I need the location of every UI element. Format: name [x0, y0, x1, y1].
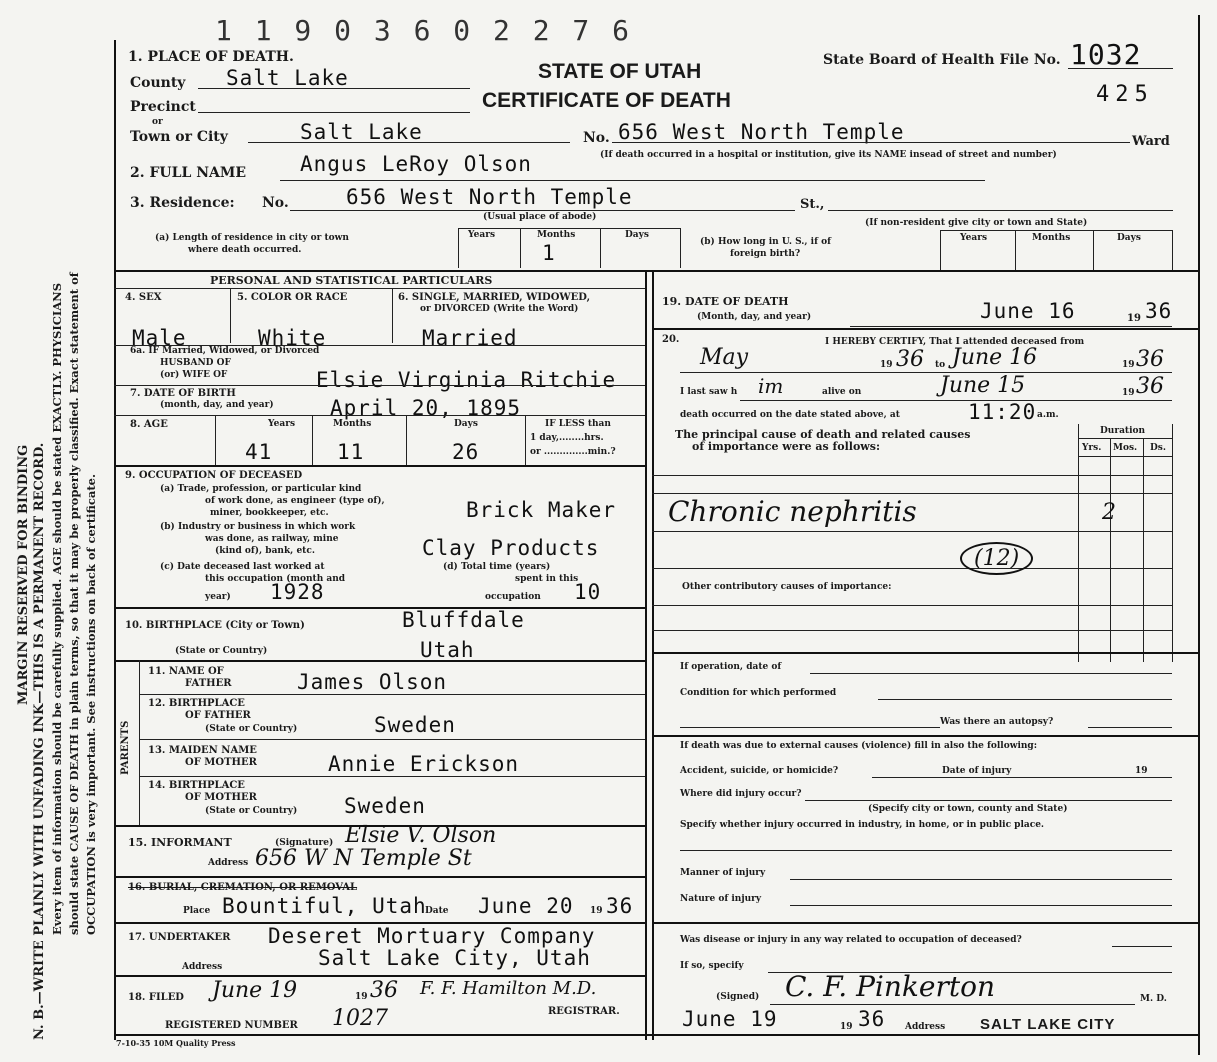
age-days-label: Days — [454, 419, 478, 429]
cert-address-stamp: SALT LAKE CITY — [980, 1016, 1116, 1033]
certify-from-year-prefix: 19 — [880, 360, 893, 370]
informant-label: 15. INFORMANT — [128, 836, 232, 849]
marital-value: Married — [422, 326, 518, 350]
margin-note-write: N. B.—WRITE PLAINLY WITH UNFADING INK—THIS IS A PERMANENT RECORD. — [32, 442, 47, 1040]
length-months: Months — [537, 230, 576, 240]
length-days: Days — [625, 230, 649, 240]
length-box-top — [458, 228, 680, 229]
certify-from: May — [700, 345, 749, 370]
specify-whether-label: Specify whether injury occurred in industry, in home, or in public place. — [680, 820, 1045, 830]
duration-col2 — [1143, 438, 1144, 662]
alive-year-prefix: 19 — [1122, 388, 1135, 398]
street-line — [612, 142, 1130, 143]
burial-place-label: Place — [183, 906, 211, 916]
occupation-rule — [114, 607, 645, 609]
other-line1 — [652, 605, 1172, 606]
father-label1: 11. NAME OF — [148, 666, 224, 677]
residence-value: 656 West North Temple — [346, 185, 633, 209]
last-saw-value: im — [758, 374, 784, 398]
informant-rule — [114, 876, 645, 878]
certify-to: June 16 — [952, 345, 1038, 370]
foreign-box-top — [940, 230, 1173, 231]
signed-label: (Signed) — [716, 992, 760, 1002]
certify-to-year-prefix: 19 — [1122, 360, 1135, 370]
personal-heading: PERSONAL AND STATISTICAL PARTICULARS — [210, 274, 493, 287]
column-divider — [645, 270, 647, 1040]
fbp-label3: (State or Country) — [205, 724, 298, 734]
burial-date-label: Date — [425, 906, 449, 916]
death-date-line — [850, 326, 1172, 327]
cause-line3 — [652, 531, 1172, 532]
occ-a1: (a) Trade, profession, or particular kind — [160, 484, 362, 494]
spouse-value: Elsie Virginia Ritchie — [316, 368, 617, 392]
cause-label1: The principal cause of death and related causes — [675, 428, 971, 441]
registrar-label: REGISTRAR. — [548, 1006, 620, 1017]
certify-line2 — [740, 400, 1172, 401]
burial-year-prefix: 19 — [590, 906, 603, 916]
death-time: 11:20 — [968, 400, 1037, 424]
duration-mos: Mos. — [1113, 443, 1138, 453]
where-line — [805, 800, 1172, 801]
foreign-label: (b) How long in U. S., if of — [700, 237, 831, 247]
fbp-rule — [139, 739, 645, 740]
manner-line — [790, 879, 1172, 880]
nature-line — [790, 905, 1172, 906]
certify-line1 — [680, 372, 1172, 373]
dob-label: 7. DATE OF BIRTH — [130, 388, 236, 399]
cert-date: June 19 — [682, 1007, 778, 1031]
filed-year: 36 — [370, 978, 398, 1003]
length-box-div2 — [520, 228, 521, 268]
certify-text: I HEREBY CERTIFY, That I attended deceased from — [825, 337, 1085, 347]
dob-sub: (month, day, and year) — [160, 400, 274, 410]
total-time-value: 10 — [574, 580, 602, 604]
informant-address-label: Address — [208, 858, 249, 868]
death-occurred-label: death occurred on the date stated above, at — [680, 410, 900, 420]
residence-label: 3. Residence: — [130, 195, 235, 211]
length-box-div4 — [680, 228, 681, 268]
occ-d3: occupation — [485, 592, 541, 602]
operation-line — [810, 673, 1172, 674]
father-value: James Olson — [297, 670, 448, 694]
length-years: Years — [468, 230, 496, 240]
duration-ds: Ds. — [1150, 443, 1167, 453]
duration-col0 — [1078, 424, 1079, 662]
occ-c2: this occupation (month and — [205, 574, 346, 584]
duration-label: Duration — [1100, 426, 1146, 436]
spouse-rule — [114, 385, 645, 386]
full-name-line — [280, 180, 985, 181]
cause-value: Chronic nephritis — [668, 495, 917, 528]
injury-line — [872, 777, 1172, 778]
day-hrs-label: 1 day,........hrs. — [530, 433, 604, 443]
specify-line — [680, 850, 1172, 851]
cert-address-label: Address — [905, 1022, 946, 1032]
marital-label2: or DIVORCED (Write the Word) — [420, 304, 579, 314]
reg-no-label: REGISTERED NUMBER — [165, 1020, 298, 1031]
length-box-div3 — [600, 228, 601, 268]
footer-rule — [114, 1034, 1198, 1036]
occupation-label: 9. OCCUPATION OF DECEASED — [125, 470, 303, 481]
death-date-year: 36 — [1145, 299, 1173, 323]
mother-label1: 13. MAIDEN NAME — [148, 745, 257, 756]
informant-sig-label: (Signature) — [275, 838, 334, 848]
certify-from-year: 36 — [896, 347, 924, 372]
autopsy-line2 — [1088, 727, 1172, 728]
marital-label: 6. SINGLE, MARRIED, WIDOWED, — [398, 292, 591, 303]
cause-line2 — [652, 493, 1172, 494]
physician-signature: C. F. Pinkerton — [785, 970, 995, 1003]
ward-label: Ward — [1132, 134, 1170, 149]
cert-date-year-prefix: 19 — [840, 1022, 853, 1032]
cert-date-year: 36 — [858, 1007, 886, 1031]
hospital-note: (If death occurred in a hospital or institution, give its NAME insead of street and number) — [600, 150, 1057, 160]
registrar-signature: F. F. Hamilton M.D. — [420, 978, 597, 999]
birthplace-rule — [114, 660, 645, 662]
death-date-label: 19. DATE OF DEATH — [662, 295, 789, 308]
dob-value: April 20, 1895 — [330, 396, 522, 420]
color-label: 5. COLOR OR RACE — [237, 292, 348, 303]
age-days-value: 26 — [452, 440, 480, 464]
place-heading: 1. PLACE OF DEATH. — [128, 49, 294, 65]
foreign-months: Months — [1032, 233, 1071, 243]
undertaker-address-label: Address — [182, 962, 223, 972]
age-label: 8. AGE — [130, 419, 168, 430]
autopsy-label: Was there an autopsy? — [940, 717, 1054, 727]
spouse-label1: 6a. IF Married, Widowed, or Divorced — [130, 346, 320, 356]
precinct-label: Precinct — [130, 99, 196, 115]
parents-side-divider — [139, 660, 140, 825]
age-div3 — [406, 415, 407, 465]
nature-rule — [652, 922, 1198, 924]
operation-label: If operation, date of — [680, 662, 782, 672]
spouse-label2: HUSBAND OF — [160, 358, 231, 368]
occ-c1: (c) Date deceased last worked at — [160, 562, 325, 572]
duration-yrs: Yrs. — [1082, 443, 1102, 453]
nature-label: Nature of injury — [680, 894, 762, 904]
mbp-label1: 14. BIRTHPLACE — [148, 780, 245, 791]
sex-value: Male — [132, 326, 187, 350]
file-no-line — [1068, 68, 1173, 69]
full-name-label: 2. FULL NAME — [130, 165, 247, 181]
injury-date-label: Date of injury — [942, 766, 1012, 776]
occ-d2: spent in this — [515, 574, 579, 584]
foreign-label2: foreign birth? — [730, 249, 801, 259]
cause-duration: 2 — [1102, 500, 1116, 525]
less-than-label: IF LESS than — [545, 419, 611, 429]
town-value: Salt Lake — [300, 120, 423, 144]
age-years-value: 41 — [245, 440, 273, 464]
informant-address: 656 W N Temple St — [255, 846, 472, 871]
occupation-value: Brick Maker — [466, 498, 617, 522]
cause-label2: of importance were as follows: — [692, 440, 880, 453]
accident-label: Accident, suicide, or homicide? — [680, 766, 839, 776]
alive-on-label: alive on — [822, 387, 862, 397]
certify-num: 20. — [662, 334, 680, 345]
street-no-label: No. — [583, 130, 610, 146]
nonresident-note: (If non-resident give city or town and State) — [865, 218, 1088, 228]
other-causes-label: Other contributory causes of importance: — [682, 582, 892, 592]
alive-year: 36 — [1136, 374, 1164, 399]
mother-rule — [139, 776, 645, 777]
frame-right — [1198, 15, 1200, 1055]
burial-date: June 20 — [478, 894, 574, 918]
death-date-sub: (Month, day, and year) — [697, 312, 812, 322]
birthplace-state: Utah — [420, 638, 475, 662]
specify-city-label: (Specify city or town, county and State) — [868, 804, 1068, 814]
age-years-label: Years — [268, 419, 296, 429]
last-worked-value: 1928 — [270, 580, 325, 604]
mbp-label2: OF MOTHER — [185, 792, 257, 803]
where-label: Where did injury occur? — [680, 789, 802, 799]
or-label: or — [152, 117, 163, 127]
filed-value: June 19 — [212, 978, 298, 1003]
foreign-days: Days — [1117, 233, 1141, 243]
full-name-value: Angus LeRoy Olson — [300, 152, 532, 176]
injury-year-label: 19 — [1135, 766, 1148, 776]
if-so-label: If so, specify — [680, 961, 744, 971]
death-time-suffix: a.m. — [1037, 410, 1059, 420]
filed-year-prefix: 19 — [355, 992, 368, 1002]
color-divider — [392, 288, 393, 343]
occ-a3: miner, bookkeeper, etc. — [210, 508, 329, 518]
duration-top — [1078, 438, 1173, 439]
burial-label: 16. BURIAL, CREMATION, OR REMOVAL — [128, 882, 358, 893]
condition-label: Condition for which performed — [680, 688, 837, 698]
foreign-box-d3 — [1093, 230, 1094, 270]
margin-note-cause: should state CAUSE OF DEATH in plain terms, so that it may be properly classified. Exact statement of — [67, 272, 81, 935]
last-saw-label: I last saw h — [680, 387, 738, 397]
county-value: Salt Lake — [226, 66, 349, 90]
sex-divider — [230, 288, 231, 343]
father-birthplace: Sweden — [374, 713, 456, 737]
footer-print: 7-10-35 10M Quality Press — [116, 1038, 236, 1048]
county-label: County — [130, 75, 186, 91]
certify-to-label: to — [935, 360, 946, 370]
age-months-value: 11 — [337, 440, 365, 464]
occ-c3: year) — [205, 592, 231, 602]
father-label2: FATHER — [185, 678, 232, 689]
margin-note-info: Every item of information should be carefully supplied. AGE should be stated EXACTLY. PHYSICIANS — [50, 282, 64, 935]
personal-heading-rule — [114, 288, 645, 289]
or-min-label: or ..............min.? — [530, 447, 616, 457]
duration-head-rule — [1078, 456, 1173, 457]
serial-number: 1 1 9 0 3 6 0 2 2 7 6 — [215, 14, 633, 47]
mother-value: Annie Erickson — [328, 752, 520, 776]
precinct-line — [198, 112, 470, 113]
disease-occ-line — [1112, 946, 1172, 947]
occ-b3: (kind of), bank, etc. — [215, 546, 315, 556]
sex-label: 4. SEX — [125, 292, 162, 303]
street-value: 656 West North Temple — [618, 120, 905, 144]
color-value: White — [258, 326, 327, 350]
cause-line1 — [652, 475, 1172, 476]
age-div4 — [525, 415, 526, 465]
causes-bottom-rule — [652, 652, 1198, 654]
md-label: M. D. — [1140, 994, 1167, 1004]
length-a-label2: where death occurred. — [188, 245, 302, 255]
birthplace-label: 10. BIRTHPLACE (City or Town) — [125, 620, 305, 631]
duration-col1 — [1110, 438, 1111, 662]
external-label: If death was due to external causes (violence) fill in also the following: — [680, 741, 1038, 751]
residence-st-label: St., — [800, 197, 825, 212]
certificate-title: CERTIFICATE OF DEATH — [482, 89, 731, 112]
county-line — [198, 88, 470, 89]
birthplace-state-label: (State or Country) — [175, 646, 268, 656]
industry-value: Clay Products — [422, 536, 600, 560]
residence-no-label: No. — [262, 195, 289, 211]
manner-label: Manner of injury — [680, 868, 766, 878]
occ-b1: (b) Industry or business in which work — [160, 522, 356, 532]
margin-note-binding: MARGIN RESERVED FOR BINDING — [16, 444, 31, 705]
filed-label: 18. FILED — [128, 992, 184, 1003]
undertaker-value: Deseret Mortuary Company — [268, 924, 596, 948]
frame-left — [114, 40, 116, 1040]
alive-date: June 15 — [940, 373, 1026, 398]
duration-col3 — [1172, 424, 1173, 662]
margin-note-occupation: OCCUPATION is very important. See instructions on back of certificate. — [84, 474, 98, 935]
burial-year: 36 — [606, 894, 634, 918]
age-rule — [114, 465, 645, 467]
cause-line4 — [652, 568, 1172, 569]
residence-line — [290, 210, 795, 211]
file-no-label: State Board of Health File No. — [823, 52, 1061, 68]
autopsy-rule — [652, 735, 1198, 737]
length-a-label: (a) Length of residence in city or town — [155, 233, 349, 243]
signed-line — [770, 1004, 1135, 1005]
foreign-box-d1 — [940, 230, 941, 270]
town-label: Town or City — [130, 129, 228, 145]
mother-label2: OF MOTHER — [185, 757, 257, 768]
fbp-label2: OF FATHER — [185, 710, 251, 721]
informant-signature: Elsie V. Olson — [345, 823, 497, 848]
certify-to-year: 36 — [1136, 347, 1164, 372]
length-months-value: 1 — [542, 241, 556, 265]
spouse-label3: (or) WIFE OF — [160, 370, 228, 380]
occ-a2: of work done, as engineer (type of), — [205, 496, 385, 506]
death-date-rule — [652, 328, 1198, 330]
column-divider-2 — [652, 270, 654, 1040]
mbp-label3: (State or Country) — [205, 806, 298, 816]
foreign-box-d4 — [1172, 230, 1173, 270]
age-div1 — [215, 415, 216, 465]
birthplace-city: Bluffdale — [402, 608, 525, 632]
age-div2 — [312, 415, 313, 465]
length-box-div1 — [458, 228, 459, 268]
parents-side-label: PARENTS — [120, 720, 131, 775]
undertaker-label: 17. UNDERTAKER — [128, 932, 231, 943]
state-title: STATE OF UTAH — [538, 60, 702, 83]
fbp-label1: 12. BIRTHPLACE — [148, 698, 245, 709]
occ-d1: (d) Total time (years) — [443, 562, 551, 572]
file-no: 1032 — [1070, 38, 1142, 71]
residence-city-line — [828, 210, 1173, 211]
town-line — [248, 142, 570, 143]
death-date-value: June 16 — [980, 299, 1076, 323]
file-sub: 425 — [1096, 82, 1154, 107]
burial-place: Bountiful, Utah — [222, 894, 427, 918]
father-rule — [139, 694, 645, 695]
undertaker-address: Salt Lake City, Utah — [318, 946, 591, 970]
age-months-label: Months — [333, 419, 372, 429]
foreign-years: Years — [960, 233, 988, 243]
mother-birthplace: Sweden — [344, 794, 426, 818]
autopsy-line — [680, 727, 940, 728]
death-date-year-prefix: 19 — [1127, 313, 1141, 324]
condition-line — [878, 699, 1172, 700]
disease-occ-label: Was disease or injury in any way related to occupation of deceased? — [680, 935, 1022, 945]
dob-rule — [114, 415, 645, 416]
undertaker-rule — [114, 975, 645, 977]
foreign-box-d2 — [1015, 230, 1016, 270]
cause-code: (12) — [960, 542, 1033, 575]
usual-abode: (Usual place of abode) — [483, 212, 597, 222]
other-line2 — [652, 630, 1172, 631]
reg-no-value: 1027 — [332, 1006, 388, 1031]
section-top-rule — [114, 270, 1198, 272]
occ-b2: was done, as railway, mine — [205, 534, 339, 544]
